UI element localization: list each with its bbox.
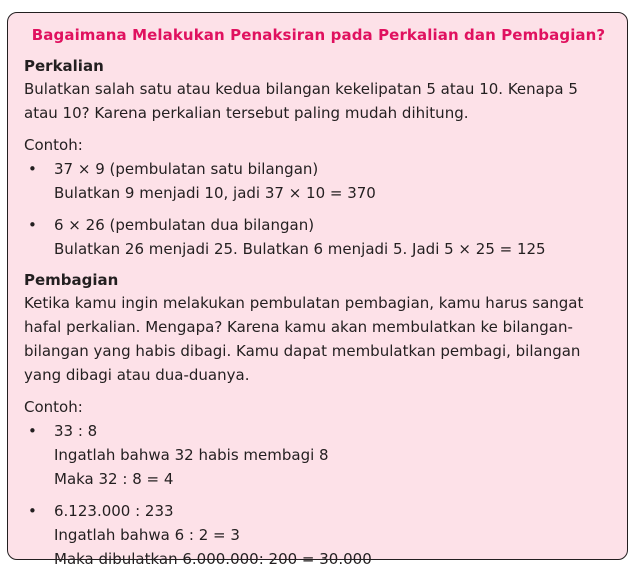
example-line: 6 × 26 (pembulatan dua bilangan) bbox=[54, 216, 315, 234]
perkalian-paragraph bbox=[24, 77, 613, 125]
pembagian-example-1 bbox=[24, 419, 613, 491]
paragraph-line: hafal perkalian. Mengapa? Karena kamu akan membulatkan ke bilangan- bbox=[24, 318, 573, 336]
bullet-icon: • bbox=[28, 216, 37, 234]
paragraph-line: Ketika kamu ingin melakukan pembulatan pembagian, kamu harus sangat bbox=[24, 294, 584, 312]
paragraph-line: Bulatkan salah satu atau kedua bilangan kekelipatan 5 atau 10. Kenapa 5 bbox=[24, 80, 578, 98]
bullet-icon: • bbox=[28, 502, 37, 520]
paragraph-line: atau 10? Karena perkalian tersebut paling mudah dihitung. bbox=[24, 104, 469, 122]
perkalian-contoh-label: Contoh: bbox=[24, 136, 83, 154]
perkalian-section bbox=[24, 55, 613, 261]
bullet-icon: • bbox=[28, 160, 37, 178]
example-line: 37 × 9 (pembulatan satu bilangan) bbox=[54, 160, 319, 178]
box-title: Bagaimana Melakukan Penaksiran pada Perkalian dan Pembagian? bbox=[31, 26, 606, 44]
pembagian-contoh-label: Contoh: bbox=[24, 398, 83, 416]
info-box bbox=[7, 12, 628, 568]
pembagian-heading: Pembagian bbox=[24, 271, 119, 289]
example-line: 6.123.000 : 233 bbox=[54, 502, 174, 520]
example-line: Bulatkan 9 menjadi 10, jadi 37 × 10 = 370 bbox=[54, 184, 376, 202]
example-line: 33 : 8 bbox=[54, 422, 98, 440]
example-line: Maka 32 : 8 = 4 bbox=[54, 470, 174, 488]
pembagian-paragraph bbox=[24, 291, 613, 387]
example-line: Ingatlah bahwa 6 : 2 = 3 bbox=[54, 526, 240, 544]
pembagian-example-2 bbox=[24, 499, 613, 571]
bullet-icon: • bbox=[28, 422, 37, 440]
paragraph-line: yang dibagi atau dua-duanya. bbox=[24, 366, 250, 384]
pembagian-section bbox=[24, 269, 613, 571]
paragraph-line: bilangan yang habis dibagi. Kamu dapat membulatkan pembagi, bilangan bbox=[24, 342, 581, 360]
example-line: Ingatlah bahwa 32 habis membagi 8 bbox=[54, 446, 329, 464]
perkalian-example-2 bbox=[24, 213, 613, 261]
perkalian-heading: Perkalian bbox=[24, 57, 104, 75]
example-line: Maka dibulatkan 6.000.000: 200 = 30.000 bbox=[54, 550, 372, 568]
example-line: Bulatkan 26 menjadi 25. Bulatkan 6 menjadi 5. Jadi 5 × 25 = 125 bbox=[54, 240, 546, 258]
perkalian-example-1 bbox=[24, 157, 613, 205]
